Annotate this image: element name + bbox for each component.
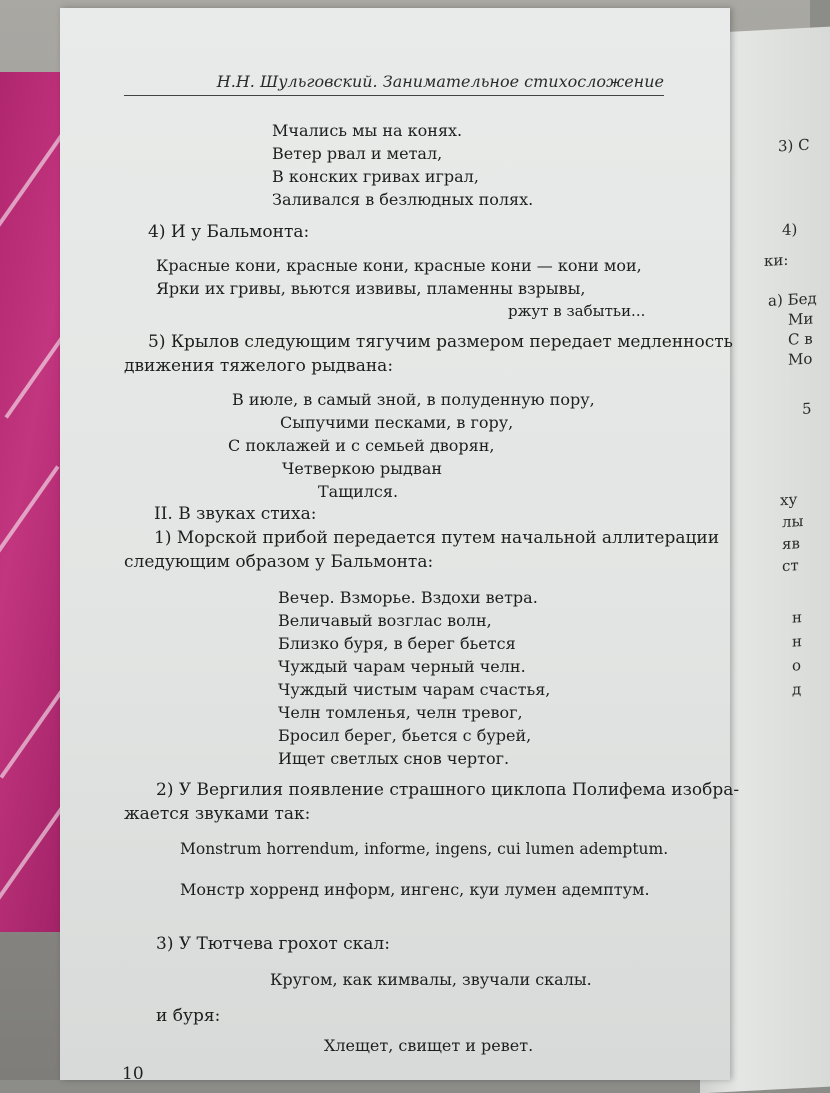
poem-line: В июле, в самый зной, в полуденную пору, [232, 390, 595, 409]
paragraph-line: 2) У Вергилия появление страшного циклопа Полифема изобра- [156, 780, 740, 800]
paragraph-line: следующим образом у Бальмонта: [124, 552, 434, 572]
poem-line: Величавый возглас волн, [278, 611, 492, 630]
facing-page-text: Мо [788, 349, 813, 369]
section-title: II. В звуках стиха: [154, 504, 317, 524]
transliteration-quote: Монстр хорренд информ, ингенс, куи лумен адемптум. [180, 880, 650, 899]
running-header: Н.Н. Шульговский. Занимательное стихосложение [124, 72, 664, 96]
poem-line: Челн томленья, челн тревог, [278, 703, 523, 722]
paragraph-line: жается звуками так: [124, 804, 311, 824]
poem-line: Чуждый чарам черный челн. [278, 657, 526, 676]
paragraph-line: 5) Крылов следующим тягучим размером передает медленность [148, 332, 733, 352]
item-4-label: 4) И у Бальмонта: [148, 222, 310, 242]
poem-line: Красные кони, красные кони, красные кони — кони мои, [156, 256, 642, 275]
book-page [60, 8, 740, 1084]
storm-label: и буря: [156, 1006, 221, 1026]
poem-line: Близко буря, в берег бьется [278, 634, 516, 653]
poem-line: ржут в забытьи... [508, 302, 646, 320]
facing-page-text: а) Бед [768, 289, 817, 310]
poem-line: Мчались мы на конях. [272, 121, 463, 140]
poem-line: С поклажей и с семьей дворян, [228, 436, 495, 455]
poem-line: Вечер. Взморье. Вздохи ветра. [278, 588, 538, 607]
facing-page-text: лы [782, 511, 804, 532]
facing-page-text: д [792, 680, 802, 699]
poem-line: Ярки их гривы, вьются извивы, пламенны взрывы, [156, 279, 586, 298]
poem-line: В конских гривах играл, [272, 167, 479, 186]
poem-line: Кругом, как кимвалы, звучали скалы. [270, 970, 592, 989]
item-3-label: 3) У Тютчева грохот скал: [156, 934, 390, 954]
paragraph-line: 1) Морской прибой передается путем начальной аллитерации [154, 528, 720, 548]
poem-line: Сыпучими песками, в гору, [280, 413, 514, 432]
facing-page-text: 5 [802, 399, 812, 419]
facing-page-text: яв [782, 534, 800, 554]
poem-line: Ветер рвал и метал, [272, 144, 443, 163]
facing-page-text: н [792, 608, 802, 627]
facing-page-text: н [792, 632, 802, 651]
poem-line: Чуждый чистым чарам счастья, [278, 680, 551, 699]
poem-line: Четверкою рыдван [282, 459, 443, 478]
page-number: 10 [122, 1064, 144, 1084]
facing-page-text: ки: [764, 250, 789, 271]
poem-line: Хлещет, свищет и ревет. [324, 1036, 534, 1055]
facing-page-text: С в [788, 329, 813, 349]
paragraph-line: движения тяжелого рыдвана: [124, 356, 394, 376]
facing-page-text: ст [782, 556, 799, 576]
poem-line: Бросил берег, бьется с бурей, [278, 726, 532, 745]
facing-page-text: ху [780, 490, 798, 510]
facing-page-text: Ми [788, 309, 814, 329]
facing-page-text: 3) С [778, 135, 810, 156]
poem-line: Тащился. [318, 482, 399, 501]
facing-page-text: 4) [782, 220, 798, 240]
facing-page-text: о [792, 656, 802, 675]
poem-line: Ищет светлых снов чертог. [278, 749, 510, 768]
latin-quote: Monstrum horrendum, informe, ingens, cui lumen ademptum. [180, 840, 669, 858]
poem-line: Заливался в безлюдных полях. [272, 190, 534, 209]
